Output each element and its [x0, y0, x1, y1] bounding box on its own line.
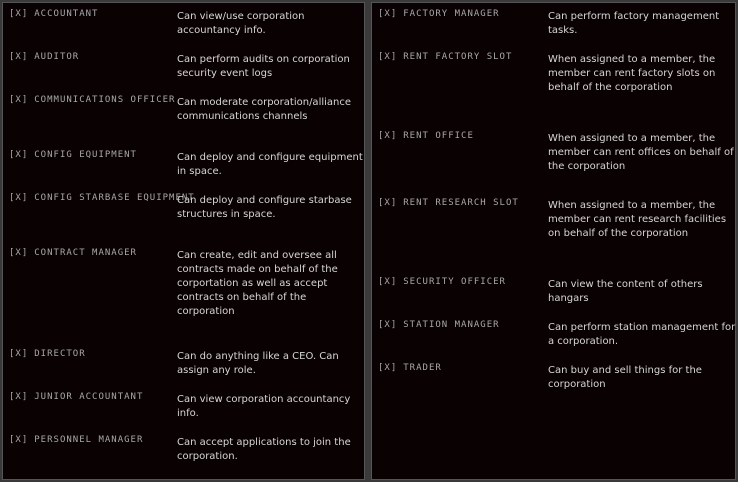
- role-checkbox[interactable]: [X]: [9, 150, 29, 160]
- role-name: PERSONNEL MANAGER: [34, 435, 144, 445]
- role-name: RENT OFFICE: [403, 131, 474, 141]
- role-toggle-rent-factory-slot[interactable]: [378, 52, 512, 62]
- role-toggle-rent-office[interactable]: [378, 131, 474, 141]
- role-name: CONTRACT MANAGER: [34, 248, 137, 258]
- roles-panel-left: [2, 2, 365, 480]
- role-toggle-accountant[interactable]: [9, 9, 98, 19]
- role-toggle-junior-accountant[interactable]: [9, 392, 143, 402]
- role-description: Can moderate corporation/alliance communications channels: [177, 97, 352, 122]
- role-name: SECURITY OFFICER: [403, 277, 506, 287]
- role-description: Can view/use corporation accountancy info.: [177, 11, 305, 36]
- role-checkbox[interactable]: [X]: [9, 52, 29, 62]
- role-description: Can deploy and configure equipment in space.: [177, 152, 363, 177]
- role-checkbox[interactable]: [X]: [9, 392, 29, 402]
- roles-panel-right: [371, 2, 736, 480]
- role-checkbox[interactable]: [X]: [378, 131, 398, 141]
- role-description: Can deploy and configure starbase structures in space.: [177, 195, 352, 220]
- role-checkbox[interactable]: [X]: [9, 435, 29, 445]
- role-checkbox[interactable]: [X]: [378, 198, 398, 208]
- role-name: COMMUNICATIONS OFFICER: [34, 95, 176, 105]
- role-name: RENT RESEARCH SLOT: [403, 198, 519, 208]
- role-checkbox[interactable]: [X]: [9, 9, 29, 19]
- role-description: Can perform factory management tasks.: [548, 11, 720, 36]
- role-checkbox[interactable]: [X]: [378, 9, 398, 19]
- role-toggle-personnel-manager[interactable]: [9, 435, 143, 445]
- role-description: Can view the content of others hangars: [548, 279, 703, 304]
- role-checkbox[interactable]: [X]: [378, 363, 398, 373]
- role-description: When assigned to a member, the member can rent offices on behalf of the corporation: [548, 133, 734, 172]
- role-toggle-station-manager[interactable]: [378, 320, 500, 330]
- role-name: JUNIOR ACCOUNTANT: [34, 392, 144, 402]
- role-description: Can do anything like a CEO. Can assign any role.: [177, 351, 339, 376]
- role-description: Can perform station management for a corporation.: [548, 322, 736, 347]
- role-toggle-rent-research-slot[interactable]: [378, 198, 519, 208]
- role-toggle-config-starbase-equipment[interactable]: [9, 193, 195, 203]
- role-toggle-director[interactable]: [9, 349, 86, 359]
- role-toggle-contract-manager[interactable]: [9, 248, 137, 258]
- role-description: Can view corporation accountancy info.: [177, 394, 351, 419]
- role-checkbox[interactable]: [X]: [9, 193, 29, 203]
- role-checkbox[interactable]: [X]: [9, 248, 29, 258]
- role-name: TRADER: [403, 363, 442, 373]
- role-checkbox[interactable]: [X]: [378, 52, 398, 62]
- role-name: AUDITOR: [34, 52, 80, 62]
- role-name: DIRECTOR: [34, 349, 86, 359]
- role-description: When assigned to a member, the member can rent factory slots on behalf of the corporation: [548, 54, 716, 93]
- role-name: FACTORY MANAGER: [403, 9, 500, 19]
- role-checkbox[interactable]: [X]: [9, 349, 29, 359]
- role-description: Can accept applications to join the corporation.: [177, 437, 351, 462]
- role-toggle-factory-manager[interactable]: [378, 9, 500, 19]
- role-toggle-security-officer[interactable]: [378, 277, 506, 287]
- role-description: Can perform audits on corporation security event logs: [177, 54, 350, 79]
- role-toggle-auditor[interactable]: [9, 52, 79, 62]
- role-description: Can buy and sell things for the corporation: [548, 365, 702, 390]
- role-description: Can create, edit and oversee all contracts made on behalf of the corportation as well as accept contracts on behalf of the corporation: [177, 250, 338, 317]
- role-checkbox[interactable]: [X]: [9, 95, 29, 105]
- role-name: ACCOUNTANT: [34, 9, 99, 19]
- role-toggle-trader[interactable]: [378, 363, 442, 373]
- role-checkbox[interactable]: [X]: [378, 277, 398, 287]
- role-checkbox[interactable]: [X]: [378, 320, 398, 330]
- role-name: STATION MANAGER: [403, 320, 500, 330]
- role-name: RENT FACTORY SLOT: [403, 52, 513, 62]
- role-description: When assigned to a member, the member can rent research facilities on behalf of the corporation: [548, 200, 727, 239]
- role-name: CONFIG EQUIPMENT: [34, 150, 137, 160]
- role-name: CONFIG STARBASE EQUIPMENT: [34, 193, 195, 203]
- role-toggle-communications-officer[interactable]: [9, 95, 175, 105]
- role-toggle-config-equipment[interactable]: [9, 150, 137, 160]
